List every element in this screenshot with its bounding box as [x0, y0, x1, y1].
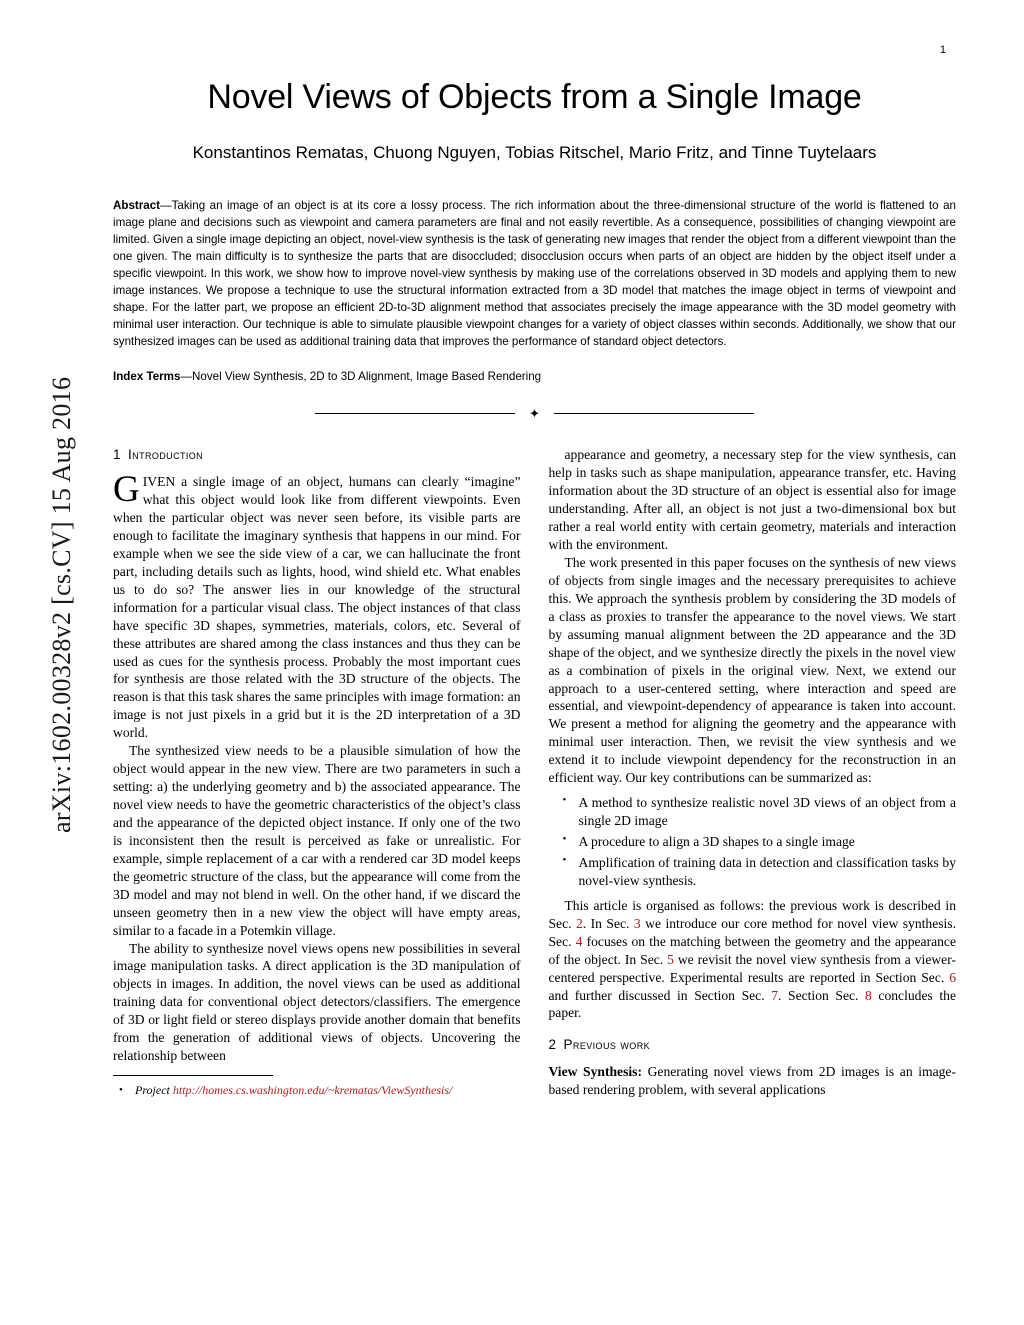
section-ref-7[interactable]: 7 — [771, 987, 779, 1003]
drop-cap-letter: G — [113, 469, 140, 511]
section-divider — [113, 407, 956, 420]
divider-line-right — [554, 413, 754, 414]
intro-paragraph-3: The ability to synthesize novel views opens new possibilities in several image manipulation tasks. A direct application is the 3D manipulation of objects in images. In addition, the novel views can be used as additional training data for conventional object detectors/classifiers. The emergence of 3D or light field or stereo displays provide another domain that benefits from the generation of additional views of objects. Uncovering the relationship between — [113, 940, 521, 1064]
org-text-d: focuses on the matching between the geometry and the appearance of the object. In Sec. — [548, 933, 956, 967]
footnote-prefix: Project — [135, 1083, 173, 1098]
org-text-h: concludes the paper. — [548, 987, 956, 1021]
section-ref-4[interactable]: 4 — [575, 933, 583, 949]
page-title: Novel Views of Objects from a Single Image — [207, 78, 862, 116]
contributions-list — [549, 794, 957, 890]
section-name-previous-work: Previous work — [563, 1037, 650, 1053]
diamond-ornament-icon: ✦ — [529, 406, 540, 422]
intro-smallcaps-word: IVEN — [142, 474, 176, 490]
section-ref-2[interactable]: 2 — [575, 915, 583, 931]
org-text-b: . In Sec. — [582, 915, 634, 931]
list-item: • Amplification of training data in detection and classification tasks by novel-view synthesis. — [579, 854, 957, 890]
abstract-text: Taking an image of an object is at its core a lossy process. The rich information about the three-dimensional structure of the world is flattened to an image plane and decisions such as viewpoint and camera parameters are final and not easily revertible. As a consequence, possibilities of changing viewpoint are limited. Given a single image depicting an object, novel-view synthesis is the task of generating new images that render the object from a different viewpoint than the one given. The main difficulty is to synthesize the parts that are disoccluded; disocclusion occurs when parts of an object are hidden by the object itself under a specific viewpoint. In this work, we show how to improve novel-view synthesis by making use of the correlations observed in 3D models and applying them to new image instances. We propose a technique to use the structural information extracted from a 3D model that matches the image object in terms of viewpoint and shape. For the latter part, we propose an efficient 2D-to-3D alignment method that associates precisely the image appearance with the 3D model geometry with minimal user interaction. Our technique is able to simulate plausible viewpoint changes for a variety of object classes within seconds. Additionally, we show that our synthesized images can be used as additional training data that improves the performance of standard object detectors. — [113, 199, 956, 349]
section-name-introduction: Introduction — [128, 447, 204, 463]
paper-content — [113, 78, 956, 1099]
section-ref-8[interactable]: 8 — [865, 987, 872, 1003]
section-ref-3[interactable]: 3 — [633, 915, 641, 931]
org-text-g: . Section Sec. — [778, 987, 866, 1003]
section-number-previous-work: 2 — [548, 1037, 557, 1053]
arxiv-identifier-stamp: arXiv:1602.00328v2 [cs.CV] 15 Aug 2016 — [47, 376, 76, 833]
article-organisation-paragraph — [549, 897, 957, 1023]
section-ref-5[interactable]: 5 — [667, 951, 674, 967]
intro-paragraph-4: appearance and geometry, a necessary step for the view synthesis, can help in tasks such as shape manipulation, appearance transfer, etc. Having information about the 3D structure of an object is essential also for image understanding. After all, an object is not just a two-dimensional box but rather a real world entity with certain geometry, materials and interaction with the environment. — [548, 447, 956, 552]
section-heading-previous-work — [549, 1036, 957, 1054]
previous-work-lead-label: View Synthesis: — [548, 1064, 642, 1080]
previous-work-text: Generating novel views from 2D images is an image-based rendering problem, with several applications — [548, 1064, 956, 1098]
section-heading-introduction — [113, 446, 521, 464]
author-list: Konstantinos Rematas, Chuong Nguyen, Tobias Ritschel, Mario Fritz, and Tinne Tuytelaars — [192, 143, 877, 162]
org-text-f: and further discussed in Section Sec. — [548, 987, 772, 1003]
page-number: 1 — [939, 44, 946, 56]
org-text-e: we revisit the novel view synthesis from a viewer-centered perspective. Experimental results are reported in Section Sec. — [548, 951, 956, 985]
abstract-section — [113, 197, 956, 350]
intro-paragraph-1-text: a single image of an object, humans can clearly “imagine” what this object would look like from different viewpoints. Even when the particular object was never seen before, its visible parts are enough to facilitate the imaginary synthesis that happens in our mind. For example when we see the side view of a car, we can hallucinate the front part, including details such as lights, hood, wind shield etc. What enables us to do so? The answer lies in our knowledge of the structural information for a particular visual class. The object instances of that class have specific 3D shapes, symmetries, materials, colors, etc. Several of these attributes are shared among the class instances and thus they can be used as cues for the synthesis process. Probably the most important cues for synthesis are those related with the 3D structure of the objects. The reason is that this task shares the same principles with image formation: an image is not just pixels in a grid but it is the 2D interpretation of a 3D world. — [113, 474, 521, 741]
index-terms-dash: — — [180, 370, 193, 384]
index-terms-label: Index Terms — [113, 370, 181, 384]
previous-work-paragraph-1 — [549, 1063, 957, 1099]
index-terms-section — [113, 368, 956, 385]
org-text-c: we introduce our core method for novel view synthesis. Sec. — [548, 915, 956, 949]
two-column-body — [113, 446, 956, 1099]
index-terms-text: Novel View Synthesis, 2D to 3D Alignment, Image Based Rendering — [192, 370, 542, 384]
abstract-dash: — — [160, 199, 172, 212]
footnote-rule — [113, 1075, 273, 1083]
list-item: • A procedure to align a 3D shapes to a single image — [579, 833, 957, 851]
section-number-introduction: 1 — [113, 447, 121, 463]
org-text-a: This article is organised as follows: the previous work is described in Sec. — [548, 897, 956, 931]
list-item: • A method to synthesize realistic novel 3D views of an object from a single 2D image — [579, 794, 957, 830]
abstract-label: Abstract — [113, 199, 161, 212]
intro-paragraph-2: The synthesized view needs to be a plausible simulation of how the object would appear in the new view. There are two parameters in such a setting: a) the underlying geometry and b) the associated appearance. The novel view needs to have the geometric characteristics of the object’s class and the appearance of the depicted object instance. If only one of the two is inconsistent then the result is perceived as fake or unrealistic. For example, simple replacement of a car with a rendered car 3D model keeps the geometric structure of the class, but the appearance will come from the 3D model and may not blend in well. On the other hand, if we discard the unseen geometry then in a new view the object will have empty areas, similar to a facade in a Potemkin village. — [113, 743, 521, 938]
intro-paragraph-5: The work presented in this paper focuses on the synthesis of new views of objects from single images and the necessary prerequisites to achieve this. We approach the synthesis problem by considering the 3D models of a class as proxies to transfer the appearance to the novel views. We start by assuming manual alignment between the 2D appearance and the 3D shape of the object, and we synthesize directly the pixels in the novel view as a combination of pixels in the original view. Next, we extend our approach to a user-centered setting, where interaction and speed are essential, and viewpoint-dependency of appearance is taken into account. We present a method for aligning the geometry and the appearance with minimal user interaction. Then, we revisit the view synthesis and we extend it to include viewpoint dependency for the reconstruction in an efficient way. Our key contributions can be summarized as: — [548, 554, 956, 786]
footnote-project-link — [113, 1083, 555, 1099]
project-url-link[interactable]: http://homes.cs.washington.edu/~krematas/ViewSynthesis/ — [172, 1083, 453, 1098]
section-ref-6[interactable]: 6 — [949, 969, 956, 985]
intro-paragraph-1 — [113, 469, 521, 742]
divider-line-left — [315, 413, 515, 414]
